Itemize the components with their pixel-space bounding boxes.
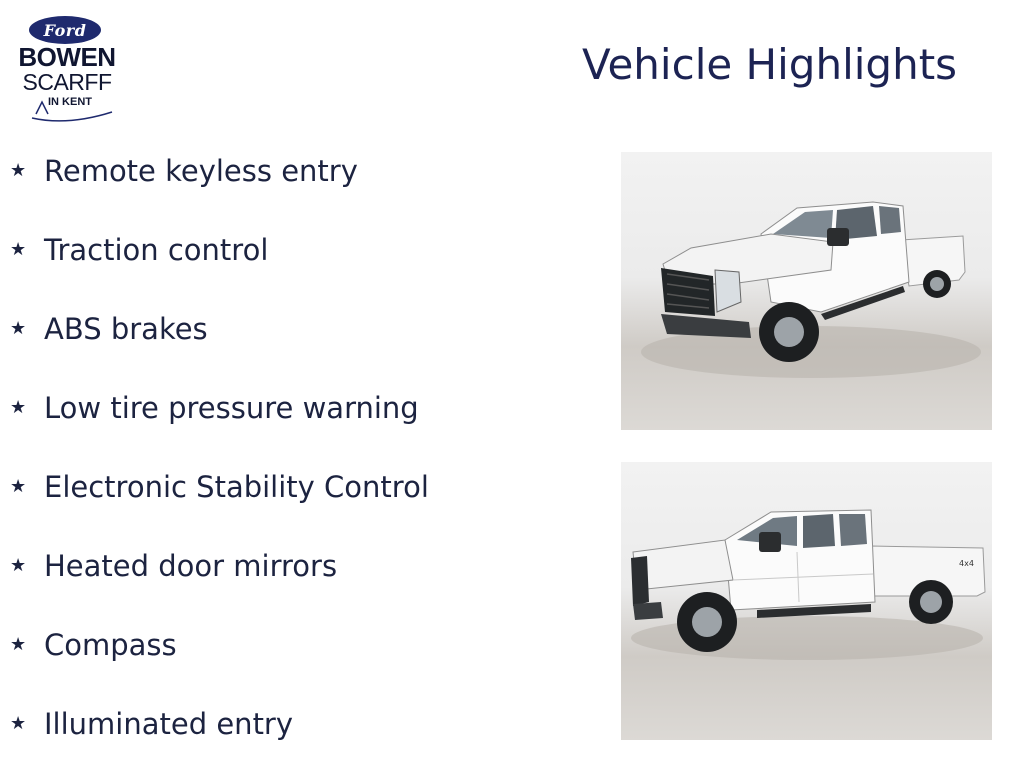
logo-line-bowen: BOWEN: [18, 42, 116, 72]
truck-illustration: [621, 152, 992, 430]
feature-label: Heated door mirrors: [44, 549, 338, 583]
feature-item: [10, 624, 570, 703]
feature-label: Remote keyless entry: [44, 154, 358, 188]
feature-label: Illuminated entry: [44, 707, 294, 741]
star-icon: ★: [10, 318, 27, 339]
truck-badge-4x4: 4x4: [959, 559, 974, 568]
feature-label: Electronic Stability Control: [44, 470, 429, 504]
ford-logo-text: Ford: [43, 20, 87, 40]
feature-label: ABS brakes: [44, 312, 208, 346]
feature-item: [10, 229, 570, 308]
logo-line-in-kent: IN KENT: [48, 96, 92, 108]
ford-oval-logo: [29, 16, 101, 44]
page-title: Vehicle Highlights: [582, 40, 958, 89]
feature-item: [10, 703, 570, 782]
feature-item: [10, 466, 570, 545]
feature-item: [10, 387, 570, 466]
star-icon: ★: [10, 713, 27, 734]
feature-label: Traction control: [44, 233, 269, 267]
star-icon: ★: [10, 634, 27, 655]
feature-item: [10, 545, 570, 624]
star-icon: ★: [10, 160, 27, 181]
features-list: [10, 150, 570, 782]
star-icon: ★: [10, 239, 27, 260]
feature-item: [10, 308, 570, 387]
star-icon: ★: [10, 476, 27, 497]
feature-item: [10, 150, 570, 229]
star-icon: ★: [10, 397, 27, 418]
truck-side-profile-photo: [621, 462, 992, 740]
feature-label: Compass: [44, 628, 177, 662]
feature-label: Low tire pressure warning: [44, 391, 419, 425]
truck-front-three-quarter-photo: [621, 152, 992, 430]
dealer-logo: [10, 14, 122, 122]
star-icon: ★: [10, 555, 27, 576]
truck-illustration: [621, 462, 992, 740]
logo-line-scarff: SCARFF: [22, 69, 112, 95]
